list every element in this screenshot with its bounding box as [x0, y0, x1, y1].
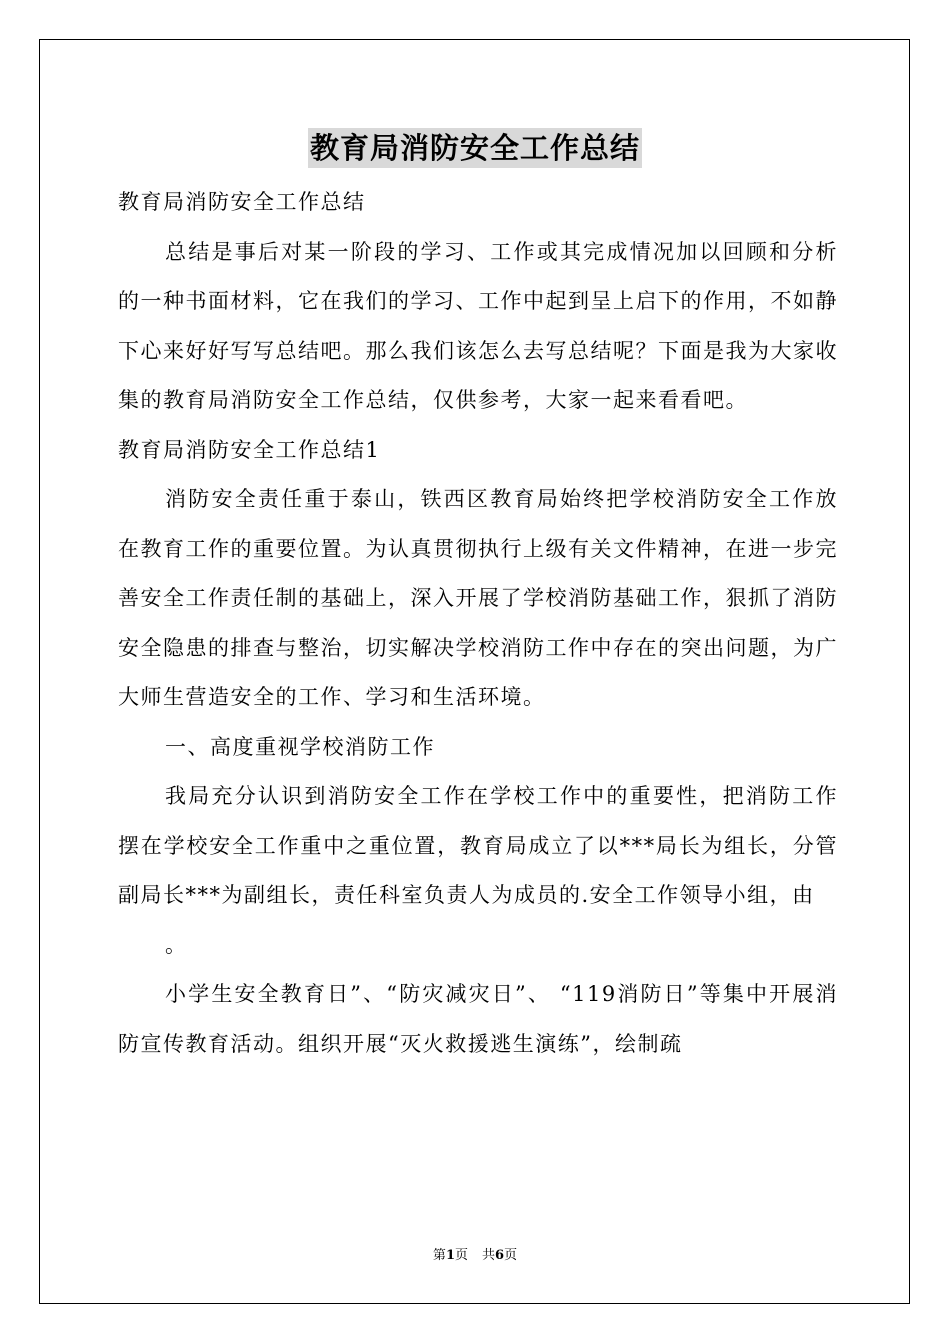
document-body [118, 178, 838, 1069]
period-line: 。 [165, 932, 188, 957]
document-title: 教育局消防安全工作总结 [308, 128, 642, 168]
page-prefix: 第 [432, 1248, 446, 1263]
body-paragraph-2: 我局充分认识到消防安全工作在学校工作中的重要性，把消防工作摆在学校安全工作重中之重位置，教育局成立了以***局长为组长，分管副局长***为副组长，责任科室负责人为成员的.安全工作领导小组，由 [118, 784, 838, 907]
intro-paragraph: 总结是事后对某一阶段的学习、工作或其完成情况加以回顾和分析的一种书面材料，它在我们的学习、工作中起到呈上启下的作用，不如静下心来好好写写总结吧。那么我们该怎么去写总结呢？下面是我为大家收集的教育局消防安全工作总结，仅供参考，大家一起来看看吧。 [118, 239, 838, 412]
subsection-heading: 一、高度重视学校消防工作 [165, 734, 435, 759]
page-number: 1 [445, 1248, 455, 1263]
body-paragraph-1: 消防安全责任重于泰山，铁西区教育局始终把学校消防安全工作放在教育工作的重要位置。为认真贯彻执行上级有关文件精神，在进一步完善安全工作责任制的基础上，深入开展了学校消防基础工作，狠抓了消防安全隐患的排查与整治，切实解决学校消防工作中存在的突出问题，为广大师生营造安全的工作、学习和生活环境。 [118, 487, 838, 709]
page-footer [0, 1247, 950, 1265]
subtitle-paragraph: 教育局消防安全工作总结 [118, 190, 366, 214]
title-container [0, 128, 950, 168]
body-paragraph-3: 小学生安全教育日”、“防灾减灾日”、 “119消防日”等集中开展消防宣传教育活动。组织开展“灭火救援逃生演练”，绘制疏 [118, 982, 838, 1056]
total-pages: 6 [495, 1248, 505, 1263]
total-prefix: 共 [482, 1248, 496, 1263]
page-suffix: 页 [454, 1248, 468, 1263]
section-heading-1: 教育局消防安全工作总结1 [118, 437, 381, 462]
total-suffix: 页 [504, 1248, 518, 1263]
